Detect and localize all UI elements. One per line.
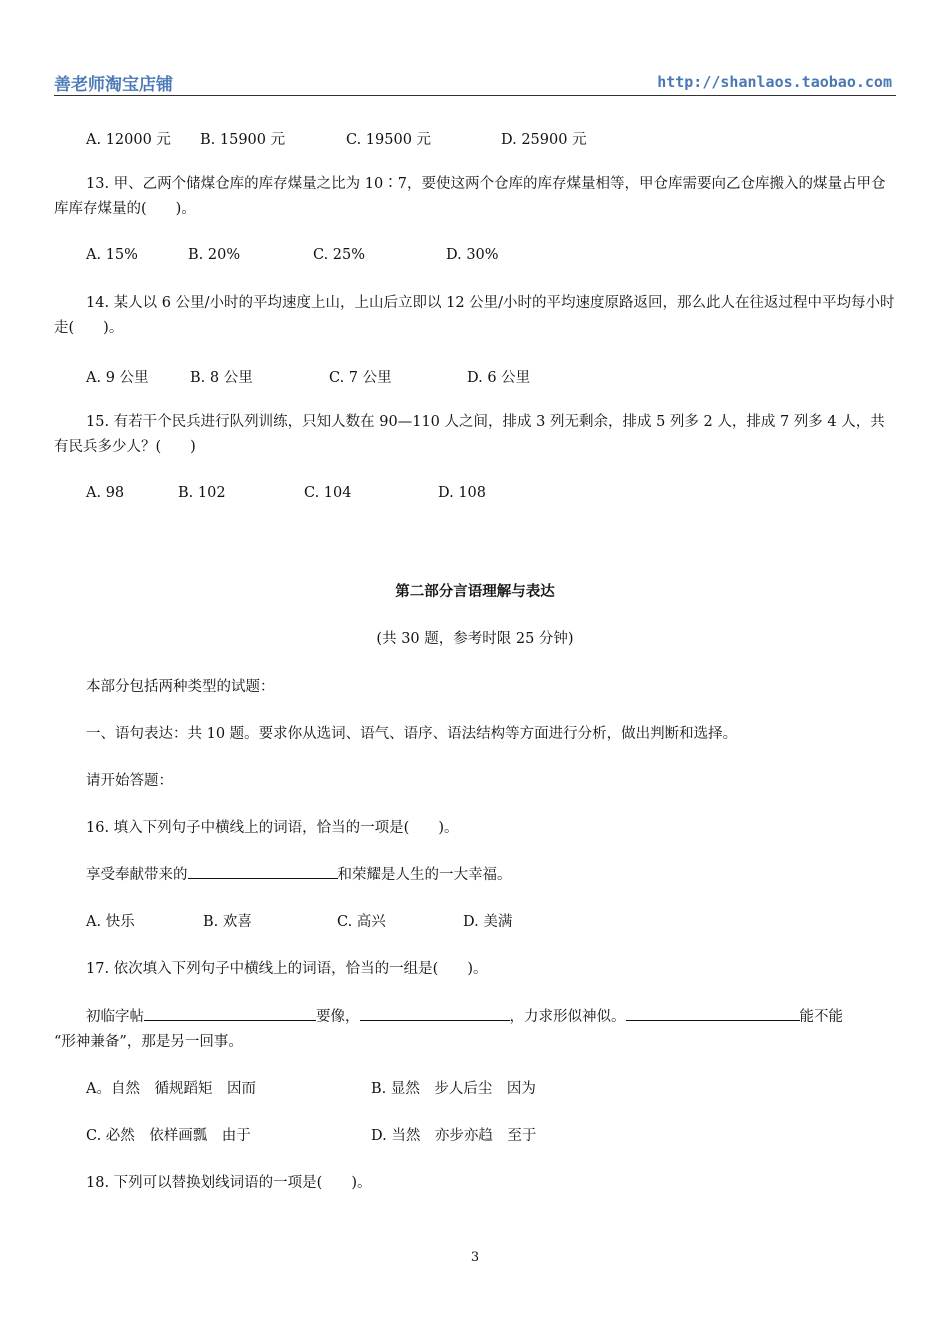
section-subtitle: (共 30 题，参考时限 25 分钟) bbox=[376, 631, 574, 647]
q17-blank-1 bbox=[144, 1006, 316, 1021]
q12-option-a: A. 12000 元 bbox=[86, 132, 171, 148]
q13-option-d: D. 30% bbox=[446, 247, 499, 263]
q13-question: 13. 甲、乙两个储煤仓库的库存煤量之比为 10∶7，要使这两个仓库的库存煤量相等，甲仓库需要向乙仓库搬入的煤量占甲仓库库存煤量的( )。 bbox=[54, 176, 886, 217]
q17-part3: ，力求形似神似。 bbox=[509, 1009, 626, 1025]
q15-question: 15. 有若干个民兵进行队列训练，只知人数在 90—110 人之间，排成 3 列无剩余，排成 5 列多 2 人，排成 7 列多 4 人，共有民兵多少人？( ) bbox=[54, 414, 885, 455]
q16-sentence-before: 享受奉献带来的 bbox=[86, 867, 188, 883]
q16-question: 16. 填入下列句子中横线上的词语，恰当的一项是( )。 bbox=[86, 820, 459, 836]
q14-option-a: A. 9 公里 bbox=[86, 370, 149, 386]
q16-option-a: A. 快乐 bbox=[86, 914, 135, 930]
page-number: 3 bbox=[470, 1250, 480, 1265]
q15-option-b: B. 102 bbox=[178, 485, 226, 501]
q16-sentence-after: 和荣耀是人生的一大幸福。 bbox=[337, 867, 512, 883]
q17-question: 17. 依次填入下列句子中横线上的词语，恰当的一组是( )。 bbox=[86, 961, 488, 977]
q17-blank-2 bbox=[360, 1006, 510, 1021]
q17-part2: 要像， bbox=[316, 1009, 360, 1025]
section-part1-desc: 一、语句表达：共 10 题。要求你从选词、语气、语序、语法结构等方面进行分析，做出判断和选择。 bbox=[86, 726, 738, 742]
q17-part4: 能不能 bbox=[799, 1009, 843, 1025]
q14-option-d: D. 6 公里 bbox=[467, 370, 531, 386]
q16-option-c: C. 高兴 bbox=[337, 914, 386, 930]
header-divider bbox=[54, 95, 896, 96]
q17-blank-3 bbox=[626, 1006, 800, 1021]
q17-part1: 初临字帖 bbox=[86, 1009, 144, 1025]
q17-option-d: D. 当然 亦步亦趋 至于 bbox=[371, 1128, 537, 1144]
q18-question: 18. 下列可以替换划线词语的一项是( )。 bbox=[86, 1175, 372, 1191]
q17-sentence-line1 bbox=[86, 1005, 843, 1026]
q15-option-a: A. 98 bbox=[86, 485, 125, 501]
q14-option-c: C. 7 公里 bbox=[329, 370, 392, 386]
q12-option-c: C. 19500 元 bbox=[346, 132, 432, 148]
q16-sentence bbox=[86, 863, 512, 884]
q13-option-a: A. 15% bbox=[86, 247, 138, 263]
q16-blank bbox=[188, 864, 338, 879]
q17-option-b: B. 显然 步人后尘 因为 bbox=[371, 1081, 536, 1097]
q13-option-b: B. 20% bbox=[188, 247, 241, 263]
q16-option-b: B. 欢喜 bbox=[203, 914, 252, 930]
q12-option-b: B. 15900 元 bbox=[200, 132, 286, 148]
q17-sentence-line2: “形神兼备”，那是另一回事。 bbox=[54, 1034, 243, 1050]
q15-option-d: D. 108 bbox=[438, 485, 487, 501]
q14-option-b: B. 8 公里 bbox=[190, 370, 253, 386]
q13-option-c: C. 25% bbox=[313, 247, 366, 263]
section-intro: 本部分包括两种类型的试题： bbox=[86, 679, 275, 695]
q17-option-a: A。自然 循规蹈矩 因而 bbox=[86, 1081, 256, 1097]
q14-question: 14. 某人以 6 公里/小时的平均速度上山，上山后立即以 12 公里/小时的平均速度原路返回，那么此人在往返过程中平均每小时走( )。 bbox=[54, 295, 895, 336]
q16-option-d: D. 美满 bbox=[463, 914, 513, 930]
header-shop-name: 善老师淘宝店铺 bbox=[54, 75, 173, 95]
section-title: 第二部分言语理解与表达 bbox=[395, 583, 555, 600]
q12-option-d: D. 25900 元 bbox=[501, 132, 587, 148]
header-url[interactable]: http://shanlaos.taobao.com bbox=[657, 73, 892, 91]
section-start: 请开始答题： bbox=[86, 773, 173, 789]
q15-option-c: C. 104 bbox=[304, 485, 352, 501]
q17-option-c: C. 必然 依样画瓢 由于 bbox=[86, 1128, 251, 1144]
